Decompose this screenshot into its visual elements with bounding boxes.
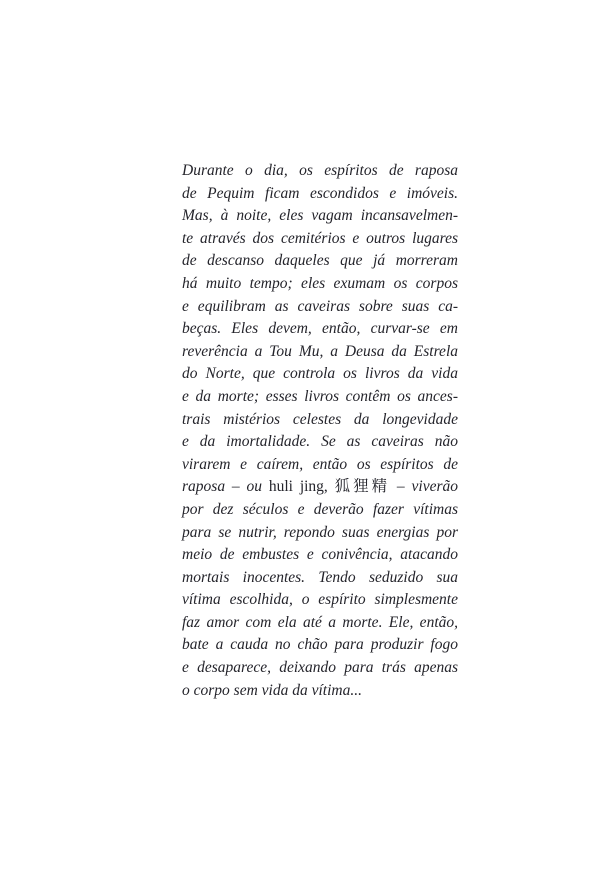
text-line: [182, 454, 458, 477]
text-line: [182, 567, 458, 590]
text-segment-italic: e da morte; esses livros contêm os ances-: [182, 387, 458, 405]
text-segment-italic: meio de embustes e conivência, atacando: [182, 546, 458, 564]
text-segment-italic: virarem e caírem, então os espíritos de: [182, 455, 458, 473]
text-segment-italic: por dez séculos e deverão fazer vítimas: [182, 500, 458, 518]
text-line: [182, 544, 458, 567]
text-segment-italic: o corpo sem vida da vítima...: [182, 681, 362, 699]
text-line: [182, 499, 458, 522]
text-line: [182, 318, 458, 341]
text-line: [182, 386, 458, 409]
text-segment-italic: vítima escolhida, o espírito simplesmente: [182, 591, 458, 609]
text-segment-italic: Durante o dia, os espíritos de raposa: [182, 162, 458, 179]
text-segment-italic: para se nutrir, repondo suas energias por: [182, 523, 458, 541]
text-line: [182, 363, 458, 386]
text-segment-italic: faz amor com ela até a morte. Ele, então,: [182, 613, 458, 631]
text-segment-italic: raposa – ou: [182, 478, 269, 496]
text-segment-italic: de descanso daqueles que já morreram: [182, 252, 458, 270]
text-line: [182, 250, 458, 273]
text-segment-italic: e da imortalidade. Se as caveiras não: [182, 433, 458, 451]
text-segment-italic: de Pequim ficam escondidos e imóveis.: [182, 184, 458, 202]
text-segment-italic: trais mistérios celestes da longevidade: [182, 410, 458, 428]
text-line: [182, 228, 458, 251]
text-line: [182, 522, 458, 545]
text-line: [182, 680, 458, 703]
text-line: [182, 657, 458, 680]
text-segment-italic: Mas, à noite, eles vagam incansavelmen-: [182, 207, 458, 225]
text-line: [182, 273, 458, 296]
text-segment-roman: huli jing, 狐狸精: [268, 478, 391, 496]
text-line: [182, 205, 458, 228]
text-segment-italic: mortais inocentes. Tendo seduzido sua: [182, 568, 458, 586]
text-segment-italic: e equilibram as caveiras sobre suas ca-: [182, 297, 458, 315]
text-segment-italic: reverência a Tou Mu, a Deusa da Estrela: [182, 342, 458, 360]
text-segment-italic: há muito tempo; eles exumam os corpos: [182, 274, 458, 292]
text-line: [182, 341, 458, 364]
text-segment-italic: beças. Eles devem, então, curvar-se em: [182, 320, 458, 338]
text-line: [182, 612, 458, 635]
text-line: [182, 160, 458, 183]
body-paragraph: [182, 160, 458, 702]
text-segment-italic: te através dos cemitérios e outros lugares: [182, 229, 458, 247]
text-line: [182, 589, 458, 612]
text-line: [182, 409, 458, 432]
text-segment-italic: e desaparece, deixando para trás apenas: [182, 659, 458, 677]
text-line: [182, 296, 458, 319]
text-segment-italic: – viverão: [390, 478, 458, 496]
text-line: [182, 183, 458, 206]
text-line: [182, 476, 458, 499]
text-line: [182, 634, 458, 657]
text-segment-italic: do Norte, que controla os livros da vida: [182, 365, 458, 383]
text-segment-italic: bate a cauda no chão para produzir fogo: [182, 636, 458, 654]
text-line: [182, 431, 458, 454]
